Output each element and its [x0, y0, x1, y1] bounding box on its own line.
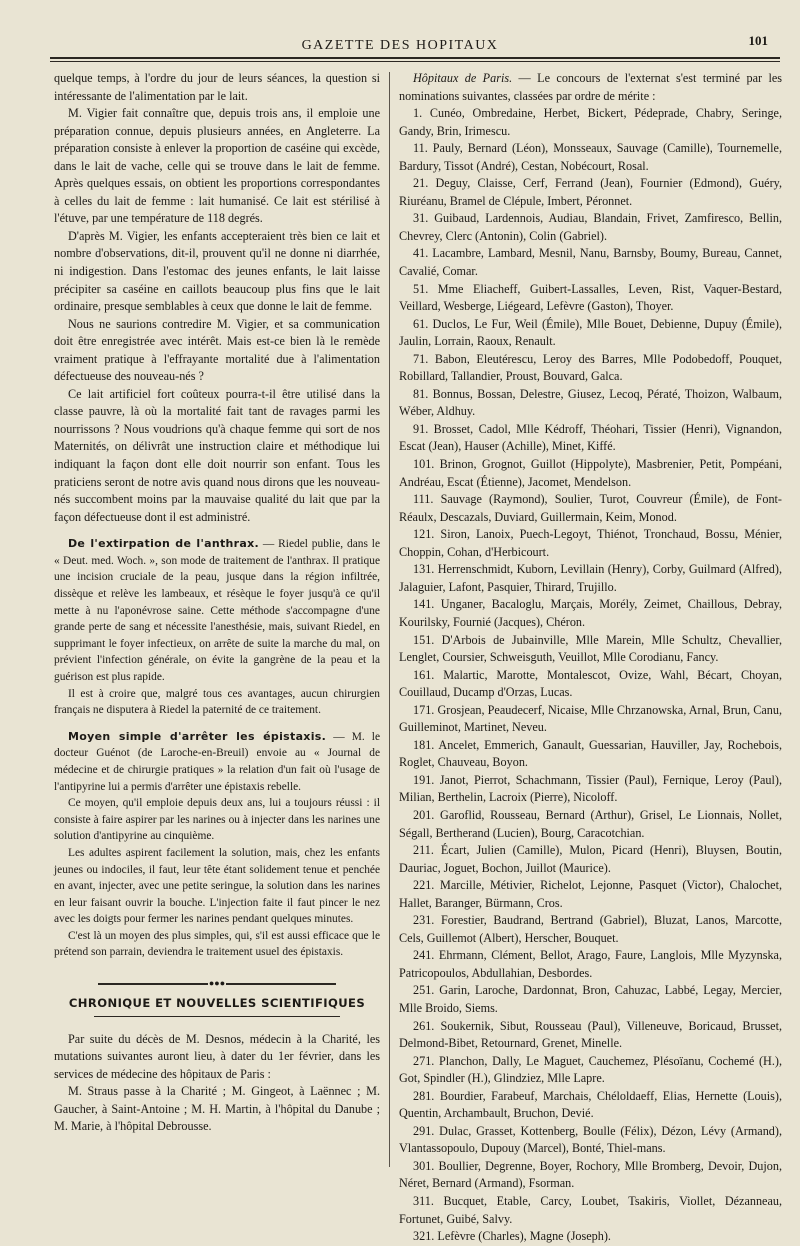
rank-entry: 71. Babon, Eleutérescu, Leroy des Barres, Mlle Podobedoff, Pouquet, Robillard, Tallandier, Proust, Bouvard, Galca. [399, 351, 782, 384]
rank-entry: 81. Bonnus, Bossan, Delestre, Giusez, Lecoq, Pératé, Thoizon, Walbaum, Wéber, Aldhuy. [399, 386, 782, 419]
rank-entry: 231. Forestier, Baudrand, Bertrand (Gabriel), Bluzat, Lanos, Marcotte, Cels, Guillemot (Albert), Herscher, Bouquet. [399, 913, 782, 945]
right-column [399, 70, 782, 1246]
rank-entry: 91. Brosset, Cadol, Mlle Kédroff, Théohari, Tissier (Henri), Vignandon, Escat (Jean), Hauser (Achille), Minet, Kiffé. [399, 421, 782, 454]
anthrax-headline: De l'extirpation de l'anthrax. [68, 537, 260, 551]
anthrax-conclusion: Il est à croire que, malgré tous ces avantages, aucun chirurgien français ne disputera à Riedel la paternité de ce traitement. [54, 687, 380, 717]
epistaxis-article [54, 729, 380, 795]
rank-entry: 251. Garin, Laroche, Dardonnat, Bron, Cahuzac, Labbé, Legay, Mercier, Mlle Broido, Siems. [399, 983, 782, 1015]
section-title: CHRONIQUE ET NOUVELLES SCIENTIFIQUES [68, 996, 366, 1011]
rank-entry: 261. Soukernik, Sibut, Rousseau (Paul), Villeneuve, Boricaud, Brusset, Delmond-Bibet, Retournard, Grenet, Minelle. [399, 1018, 782, 1051]
rank-entry: 321. Lefèvre (Charles), Magne (Joseph). [413, 1229, 611, 1244]
epistaxis-children: Les adultes aspirent facilement la solution, mais, chez les enfants jeunes ou indociles, il faut, leur tête étant solidement tenue et penchée en avant, injecter, avec une petite seringue, la solution dans les narines en leur faisant ouvrir la bouche. L'injection faite il faut pincer le nez avec les doigts pour fermer les narines pendant quelques minutes. [54, 846, 380, 926]
epistaxis-lead: — M. le docteur Guénot (de Laroche-en-Breuil) envoie au « Journal de médecine et de chirurgie pratiques » la relation d'un fait où l'usage de l'antipyrine lui a permis d'arrêter une épistaxis rebelle. [54, 730, 380, 793]
rank-entry: 151. D'Arbois de Jubainville, Mlle Marein, Mlle Schultz, Chevallier, Lenglet, Coursier, Schweisguth, Veuillot, Mlle Corodianu, Fancy. [399, 632, 782, 665]
chronique-paragraph: Par suite du décès de M. Desnos, médecin à la Charité, les mutations suivantes auront lieu, à dater du 1er février, dans les services de médecine des hôpitaux de Paris : [54, 1031, 380, 1081]
rank-entry: 271. Planchon, Dally, Le Maguet, Cauchemez, Plésoïanu, Cochemé (H.), Got, Spindler (H.), Glindziez, Mlle Lapre. [399, 1053, 782, 1086]
rank-entry: 301. Boullier, Degrenne, Boyer, Rochory, Mlle Bromberg, Devoir, Dujon, Néret, Bernard (Armand), Fsorman. [399, 1158, 782, 1191]
rank-entry: 281. Bourdier, Farabeuf, Marchais, Chéloldaeff, Elias, Hernette (Louis), Quentin, Archambault, Bruchon, Devié. [399, 1088, 782, 1121]
column-divider [389, 72, 390, 1167]
rank-entry: 1. Cunéo, Ombredaine, Herbet, Bickert, Pédeprade, Chabry, Seringe, Gandy, Brin, Irimescu. [399, 106, 782, 138]
epistaxis-method: Ce moyen, qu'il emploie depuis deux ans, lui a toujours réussi : il consiste à faire aspirer par les narines ou à injecter dans les narines une solution d'antipyrine au cinquième. [54, 797, 380, 843]
externat-title: Hôpitaux de Paris. [413, 71, 513, 85]
epistaxis-headline: Moyen simple d'arrêter les épistaxis. [68, 729, 327, 743]
commentary-paragraph-2: Ce lait artificiel fort coûteux pourra-t-il être utilisé dans la classe pauvre, là où la mortalité fait tant de ravages parmi les nourrissons ? Nous voudrions qu'à chaque femme qui sort de nos Maternités, on délivrât une instruction claire et méthodique lui indiquant la façon dont elle doit nourrir son enfant. Tous les praticiens seront de notre avis quand nous dirons que les nouveau-nés succombent moins par la mauvaise qualité du lait que par la façon défectueuse dont il est administré. [54, 386, 380, 524]
rank-entry: 101. Brinon, Grognot, Guillot (Hippolyte), Masbrenier, Petit, Pompéani, Andréau, Escat (Étienne), Jacomet, Mendelson. [399, 457, 782, 489]
left-column [54, 70, 380, 1136]
rank-entry: 51. Mme Eliacheff, Guibert-Lassalles, Leven, Rist, Vaquer-Bestard, Veillard, Wesberge, Liégeard, Lefèvre (Gaston), Thoyer. [399, 281, 782, 314]
rank-entry: 171. Grosjean, Peaudecerf, Nicaise, Mlle Chrzanowska, Arnal, Brun, Canu, Guilleminot, Martinet, Neveu. [399, 702, 782, 735]
rank-list [399, 105, 782, 1246]
epistaxis-conclusion: C'est là un moyen des plus simples, qui, s'il est aussi efficace que le prétend son parrain, deviendra le traitement usuel des épistaxis. [54, 929, 380, 959]
rank-entry: 131. Herrenschmidt, Kuborn, Levillain (Henry), Corby, Guilmard (Alfred), Jalaguier, Lafont, Pasquier, Thirard, Trujillo. [399, 562, 782, 594]
rank-entry: 111. Sauvage (Raymond), Soulier, Turot, Couvreur (Émile), de Font-Réaulx, Descazals, Duviard, Guillermain, Keim, Monod. [399, 492, 782, 524]
rank-entry: 121. Siron, Lanoix, Puech-Legoyt, Thiénot, Tronchaud, Bossu, Ménier, Choppin, Cohan, d'Herbicourt. [399, 527, 782, 559]
rank-entry: 221. Marcille, Métivier, Richelot, Lejonne, Pasquet (Victor), Chalochet, Hallet, Baranger, Bürmann, Cros. [399, 878, 782, 910]
chronique-mutations: M. Straus passe à la Charité ; M. Gingeot, à Laënnec ; M. Gaucher, à Saint-Antoine ; M. H. Martin, à l'hôpital du Danube ; M. Marie, à l'hôpital Debrousse. [54, 1084, 380, 1134]
rank-entry: 21. Deguy, Claisse, Cerf, Ferrand (Jean), Fournier (Edmond), Guéry, Riuréanu, Bramel de Clépule, Imbert, Péronnet. [399, 176, 782, 208]
rank-entry: 191. Janot, Pierrot, Schachmann, Tissier (Paul), Fernique, Leroy (Paul), Milian, Berthelin, Lacroix (Pierre), Nicoloff. [399, 772, 782, 805]
rank-entry: 141. Unganer, Bacaloglu, Marçais, Morély, Zeimet, Chaillous, Debray, Kourilsky, Fournié (Jacques), Chéron. [399, 597, 782, 629]
externat-intro-text: — Le concours de l'externat s'est terminé par les nominations suivantes, classées par ordre de mérite : [399, 71, 782, 103]
rank-entry: 31. Guibaud, Lardennois, Audiau, Blandain, Frivet, Zamfiresco, Bellin, Chevrey, Clerc (Antonin), Colin (Gabriel). [399, 211, 782, 243]
running-title: GAZETTE DES HOPITAUX [301, 38, 499, 53]
rank-entry: 41. Lacambre, Lambard, Mesnil, Nanu, Barnsby, Boumy, Bureau, Cannet, Cavalié, Comar. [399, 246, 782, 279]
header-rule-thin [50, 61, 780, 62]
rank-entry: 201. Garoflid, Rousseau, Bernard (Arthur), Grisel, Le Lionnais, Nollet, Ségall, Bertherand (Lucien), Bourg, Caracotchian. [399, 807, 782, 840]
section-title-rule [94, 1016, 340, 1017]
rank-entry: 211. Écart, Julien (Camille), Mulon, Picard (Henri), Bluysen, Boutin, Dauriac, Joguet, Bochon, Juillot (Maurice). [399, 843, 782, 875]
rank-entry: 291. Dulac, Grasset, Kottenberg, Boulle (Félix), Dézon, Lévy (Armand), Vlantassopoulo, Dupouy (Marcel), Bonté, Thiel-mans. [399, 1123, 782, 1156]
anthrax-article [54, 536, 380, 685]
anthrax-lead: — Riedel publie, dans le « Deut. med. Woch. », son mode de traitement de l'anthrax. Il pratique une incision cruciale de la peau, jusque dans la région infiltrée, dissèque et relève les lambeaux, et résèque le foyer jusqu'à ce qu'il mette à nu l'aponévrose saine. Cette méthode s'accompagne d'une grande perte de sang et nécessite l'anesthésie, mais, suivant Riedel, en supprimant le foyer infectieux, on arrête de suite la marche du mal, on prévient l'infection générale, on évite la gangrène de la peau et la guérison est plus rapide. [54, 538, 381, 683]
header-rule [50, 57, 780, 59]
rank-entry: 61. Duclos, Le Fur, Weil (Émile), Mlle Bouet, Debienne, Dupuy (Émile), Jaulin, Lorrain, Raoux, Renault. [399, 316, 782, 349]
rank-entry: 311. Bucquet, Etable, Carcy, Loubet, Tsakiris, Viollet, Dézanneau, Fortunet, Guibé, Salvy. [399, 1194, 782, 1226]
page-number: 101 [748, 33, 768, 48]
rank-entry: 161. Malartic, Marotte, Montalescot, Ovize, Wahl, Bécart, Choyan, Couillaud, Ducamp d'Orzas, Lucas. [399, 667, 782, 700]
rank-entry: 11. Pauly, Bernard (Léon), Monsseaux, Sauvage (Camille), Tournemelle, Bardury, Tissot (André), Cestan, Nobécourt, Rosal. [399, 141, 782, 173]
externat-intro [399, 70, 782, 105]
ornament-divider: ●●● [54, 975, 380, 983]
commentary-paragraph: Nous ne saurions contredire M. Vigier, et sa communication doit être enregistrée avec intérêt. Mais est-ce bien là le remède vraiment pratique à l'effrayante mortalité due à l'alimentation défectueuse des nouveau-nés ? [54, 316, 380, 384]
rank-entry: 181. Ancelet, Emmerich, Ganault, Guessarian, Hauviller, Jay, Rochebois, Roglet, Chauveau, Boyon. [399, 737, 782, 770]
rank-entry: 241. Ehrmann, Clément, Bellot, Arago, Faure, Langlois, Mlle Myzynska, Patricopoulos, Abdullahian, Desbordes. [399, 948, 782, 980]
vigier-paragraph: M. Vigier fait connaître que, depuis trois ans, il emploie une préparation connue, depuis plusieurs années, en Angleterre. La préparation consiste à enlever la proportion de caséine qui excède, dans le lait de vache, celle qui se trouve dans le lait de femme. Après quelques essais, on obtient les proportions correspondantes à celles du lait de femme : lait humanisé. Ce lait est stérilisé à l'étuve, par une température de 118 degrés. [54, 106, 380, 226]
vigier-opinion-paragraph: D'après M. Vigier, les enfants accepteraient très bien ce lait et nombre d'observations, dit-il, prouvent qu'il ne donne ni diarrhée, ni indigestion. Dans l'estomac des jeunes enfants, le lait laisse précipiter sa caséine en caillots beaucoup plus fins que le lait ordinaire, presque semblables à ceux que donne le lait de femme. [54, 228, 380, 314]
intro-paragraph: quelque temps, à l'ordre du jour de leurs séances, la question si intéressante de l'alimentation par le lait. [54, 71, 380, 103]
